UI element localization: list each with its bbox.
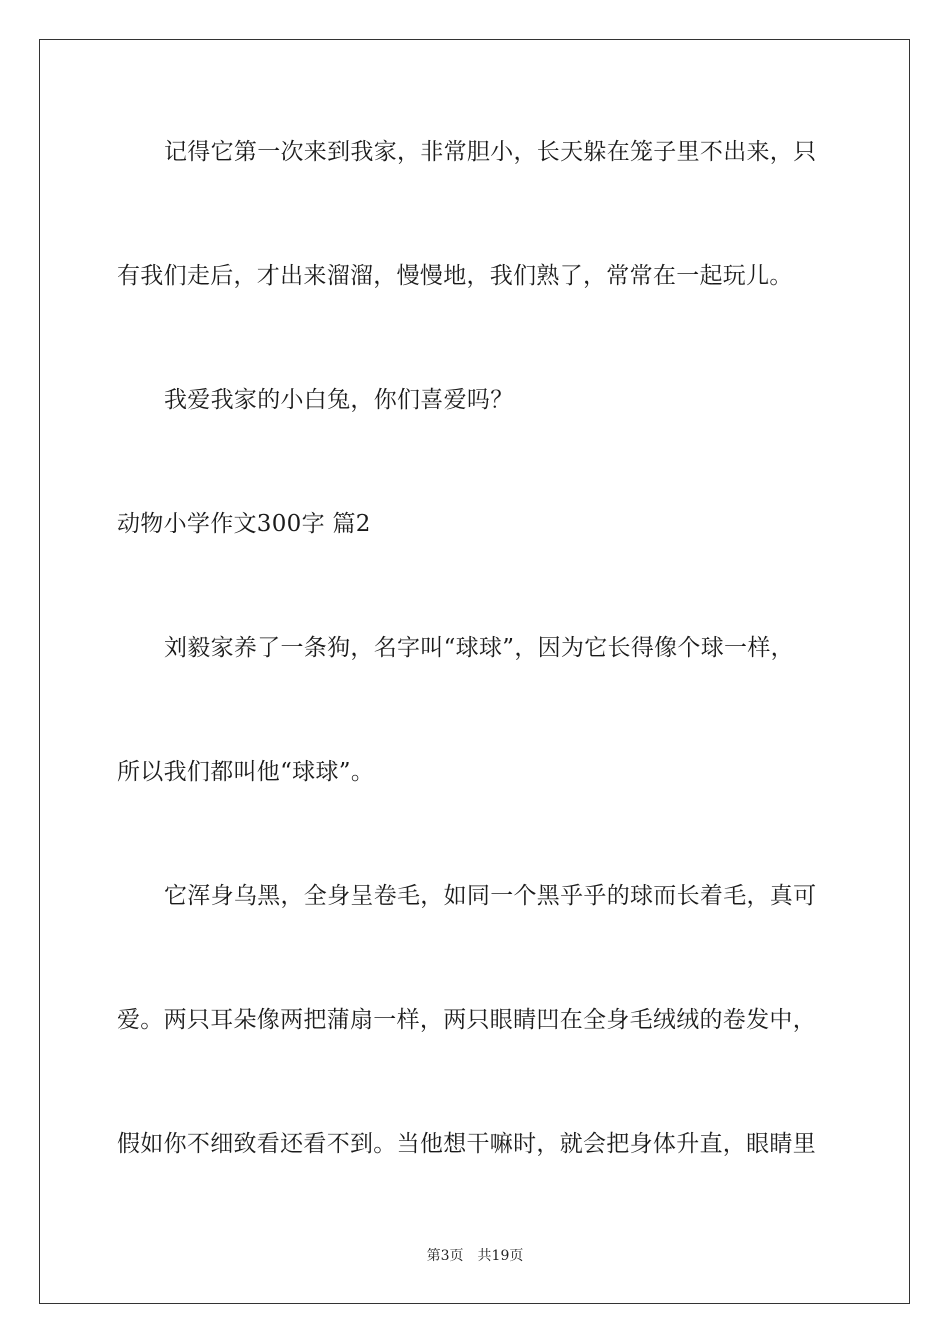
paragraph-line: 爱。两只耳朵像两把蒲扇一样，两只眼睛凹在全身毛绒绒的卷发中， (117, 1007, 816, 1033)
page-footer (0, 1247, 950, 1265)
page-number: 第3页 (426, 1248, 464, 1264)
paragraph-line: 记得它第一次来到我家，非常胆小，长天躲在笼子里不出来，只 (164, 139, 817, 165)
section-heading: 动物小学作文300字 篇2 (117, 511, 371, 537)
page-count: 共19页 (477, 1248, 524, 1264)
paragraph-line: 有我们走后，才出来溜溜，慢慢地，我们熟了，常常在一起玩儿。 (117, 263, 793, 289)
paragraph-line: 所以我们都叫他“球球”。 (117, 759, 375, 785)
paragraph-line: 刘毅家养了一条狗，名字叫“球球”，因为它长得像个球一样， (164, 635, 794, 661)
page-border (39, 39, 910, 1304)
paragraph-line: 它浑身乌黑，全身呈卷毛，如同一个黑乎乎的球而长着毛，真可 (164, 883, 817, 909)
paragraph-line: 假如你不细致看还看不到。当他想干嘛时，就会把身体升直，眼睛里 (117, 1131, 816, 1157)
paragraph-line: 我爱我家的小白兔，你们喜爱吗？ (164, 387, 514, 413)
